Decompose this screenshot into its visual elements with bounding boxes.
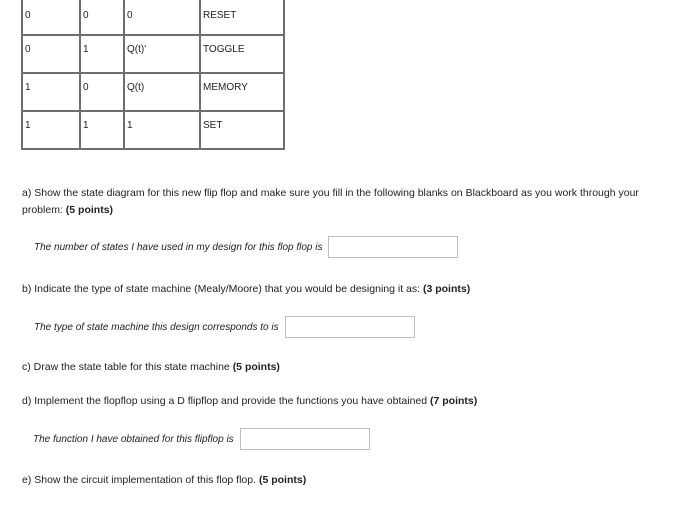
question-c-text: c) Draw the state table for this state machine [22, 361, 233, 373]
table-cell: 1 [124, 111, 200, 149]
question-e-points: (5 points) [258, 474, 307, 486]
table-cell: SET [200, 111, 284, 149]
table-cell: Q(t)' [124, 35, 200, 73]
question-a-text: a) Show the state diagram for this new flip flop and make sure you fill in the following blanks on Blackboard as you work through your problem: [22, 187, 639, 216]
question-c-points: (5 points) [232, 361, 280, 373]
blank-a-row [34, 236, 458, 258]
table-cell: TOGGLE [200, 35, 284, 73]
blank-a-prompt: The number of states I have used in my design for this flop flop is [34, 241, 323, 253]
table-cell: 0 [80, 0, 124, 35]
question-d-points: (7 points) [430, 395, 478, 407]
function-input[interactable] [240, 428, 370, 450]
question-b-text: b) Indicate the type of state machine (Mealy/Moore) that you would be designing it as: [22, 283, 423, 295]
blank-d-row [33, 428, 370, 450]
question-d [22, 393, 672, 410]
question-d-text: d) Implement the flopflop using a D flipflop and provide the functions you have obtained [22, 395, 431, 407]
table-cell: 1 [80, 35, 124, 73]
table-cell: MEMORY [200, 73, 284, 111]
blank-d-prompt: The function I have obtained for this flipflop is [33, 433, 234, 445]
blank-b-row [34, 316, 415, 338]
table-cell: 1 [80, 111, 124, 149]
truth-table [21, 0, 285, 150]
table-cell: 0 [80, 73, 124, 111]
table-row [22, 35, 284, 73]
machine-type-input[interactable] [285, 316, 415, 338]
table-cell: RESET [200, 0, 284, 35]
question-b-points: (3 points) [422, 283, 471, 295]
num-states-input[interactable] [328, 236, 458, 258]
blank-b-prompt: The type of state machine this design corresponds to is [34, 321, 279, 333]
question-a [22, 185, 672, 219]
table-cell: 0 [124, 0, 200, 35]
table-row [22, 73, 284, 111]
table-row [22, 111, 284, 149]
question-e [22, 472, 672, 489]
table-cell: 0 [22, 35, 80, 73]
question-a-points: (5 points) [65, 204, 114, 216]
question-c [22, 359, 672, 376]
question-b [22, 281, 672, 298]
table-cell: 1 [22, 73, 80, 111]
table-row [22, 0, 284, 35]
question-e-text: e) Show the circuit implementation of this flop flop. [22, 474, 259, 486]
table-cell: 1 [22, 111, 80, 149]
table-cell: Q(t) [124, 73, 200, 111]
table-cell: 0 [22, 0, 80, 35]
